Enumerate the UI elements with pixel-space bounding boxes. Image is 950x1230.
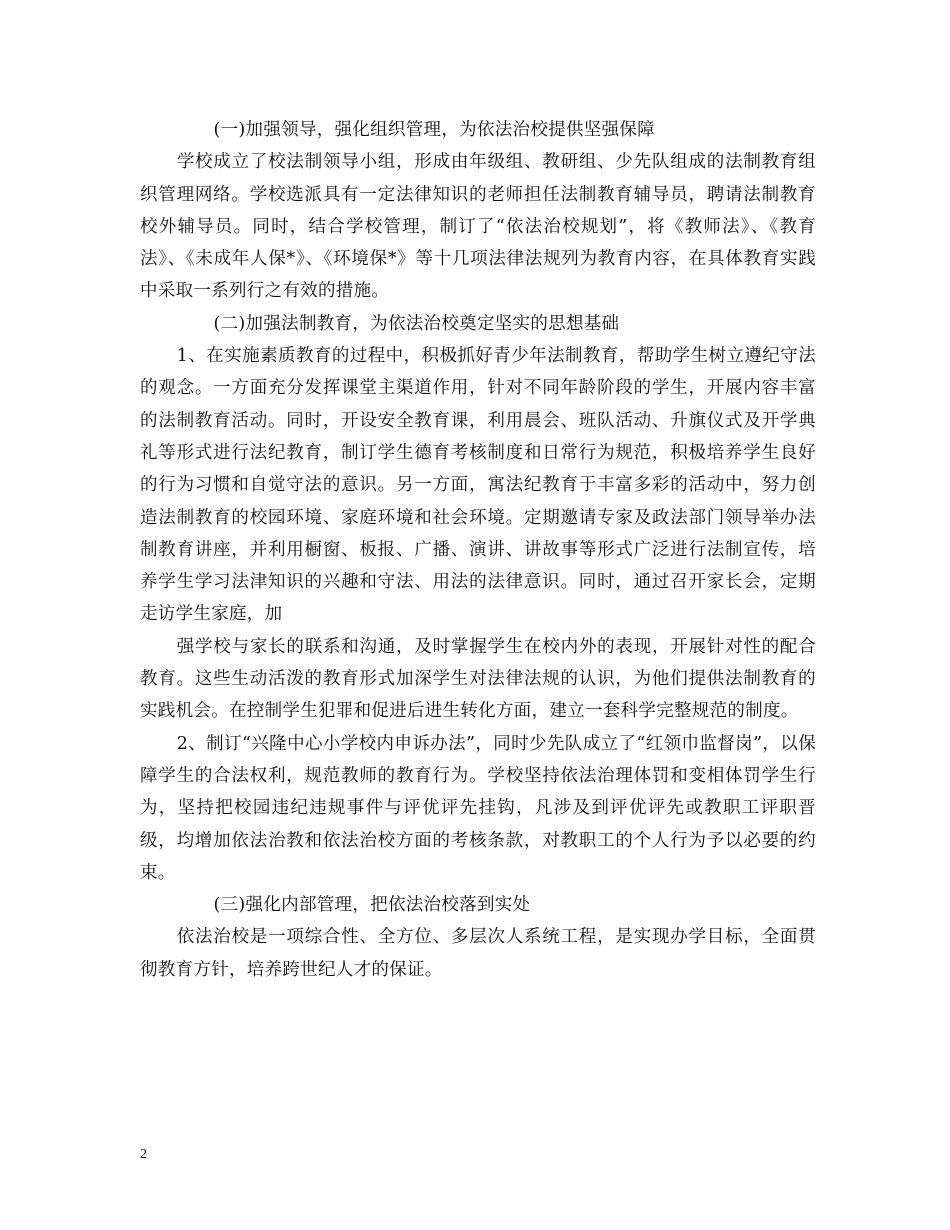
body-paragraph-5: 依法治校是一项综合性、全方位、多层次人系统工程，是实现办学目标，全面贯彻教育方针，培养跨世纪人才的保证。 [140, 927, 816, 980]
body-paragraph-2: 1、在实施素质教育的过程中，积极抓好青少年法制教育，帮助学生树立遵纪守法的观念。一方面充分发挥课堂主渠道作用，针对不同年龄阶段的学生，开展内容丰富的法制教育活动。同时，开设安全教育课，利用晨会、班队活动、升旗仪式及开学典礼等形式进行法纪教育，制订学生德育考核制度和日常行为规范，积极培养学生良好的行为习惯和自觉守法的意识。另一方面，寓法纪教育于丰富多彩的活动中，努力创造法制教育的校园环境、家庭环境和社会环境。定期邀请专家及政法部门领导举办法制教育讲座，并利用橱窗、板报、广播、演讲、讲故事等形式广泛进行法制宣传，培养学生学习法津知识的兴趣和守法、用法的法律意识。同时，通过召开家长会，定期走访学生家庭，加 [140, 346, 816, 625]
document-body [140, 114, 816, 986]
body-paragraph-1: 学校成立了校法制领导小组，形成由年级组、教研组、少先队组成的法制教育组织管理网络。学校选派具有一定法律知识的老师担任法制教育辅导员，聘请法制教育校外辅导员。同时，结合学校管理，制订了“依法治校规划”，将《教师法》、《教育法》、《未成年人保*》、《环境保*》等十几项法律法规列为教育内容，在具体教育实践中采取一系列行之有效的措施。 [140, 152, 816, 302]
section-heading-1: (一)加强领导，强化组织管理，为依法治校提供坚强保障 [213, 120, 655, 140]
page-number: 2 [140, 1147, 147, 1162]
body-paragraph-4: 2、制订“兴隆中心小学校内申诉办法”，同时少先队成立了“红领巾监督岗”，以保障学生的合法权利，规范教师的教育行为。学校坚持依法治理体罚和变相体罚学生行为，坚持把校园违纪违规事件与评优评先挂钩，凡涉及到评优评先或教职工评职晋级，均增加依法治教和依法治校方面的考核条款，对教职工的个人行为予以必要的约束。 [140, 733, 816, 883]
body-paragraph-3: 强学校与家长的联系和沟通，及时掌握学生在校内外的表现，开展针对性的配合教育。这些生动活泼的教育形式加深学生对法律法规的认识，为他们提供法制教育的实践机会。在控制学生犯罪和促进后进生转化方面，建立一套科学完整规范的制度。 [140, 636, 816, 722]
section-heading-2: (二)加强法制教育，为依法治校奠定坚实的思想基础 [213, 313, 620, 334]
section-heading-3: (三)强化内部管理，把依法治校落到实处 [213, 895, 531, 916]
